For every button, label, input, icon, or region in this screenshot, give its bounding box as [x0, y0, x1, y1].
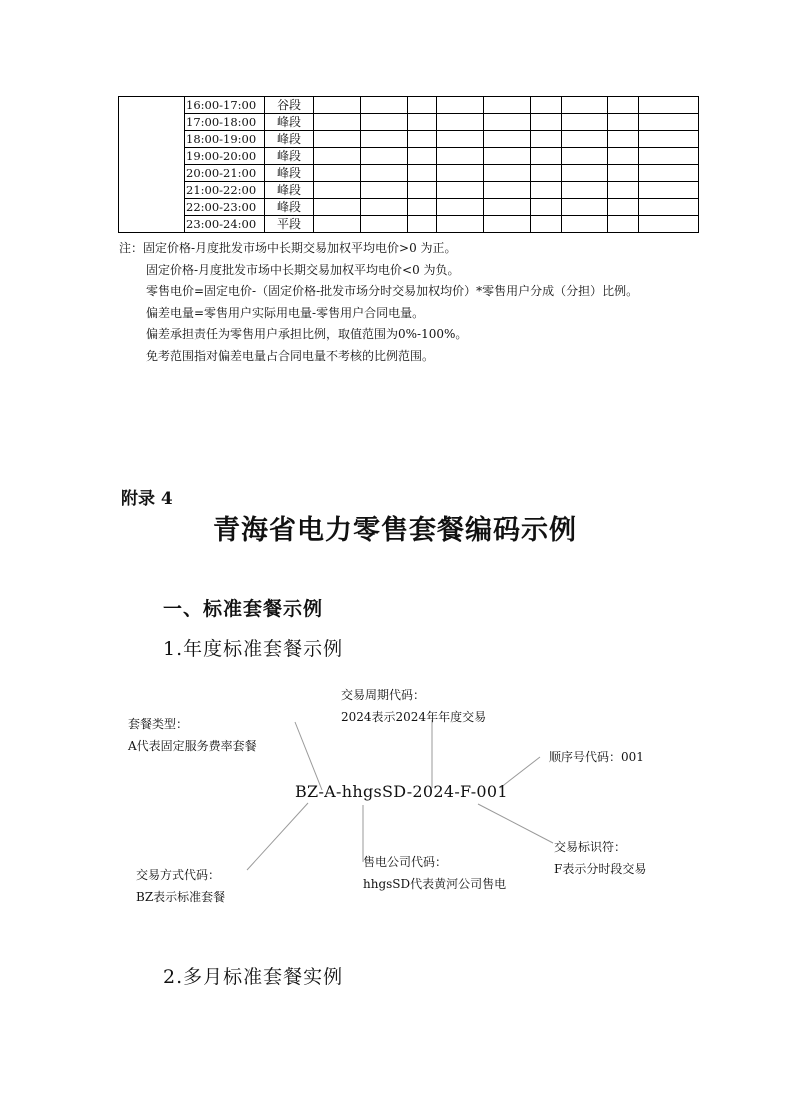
section-heading: 一、标准套餐示例 [163, 598, 324, 620]
time-range-cell: 18:00-19:00 [185, 131, 265, 148]
connector-package-type [295, 722, 322, 790]
label-title: 交易周期代码： [341, 688, 426, 702]
time-range-cell: 17:00-18:00 [185, 114, 265, 131]
label-title: 交易方式代码： [136, 868, 221, 882]
document-title: 青海省电力零售套餐编码示例 [213, 515, 577, 546]
note-line: 偏差电量=零售用户实际用电量-零售用户合同电量。 [146, 305, 425, 320]
period-type-cell: 峰段 [265, 148, 314, 165]
label-title: 顺序号代码：001 [549, 750, 644, 764]
time-range-cell: 23:00-24:00 [185, 216, 265, 233]
label-desc: hhgsSD代表黄河公司售电 [363, 877, 507, 891]
label-title: 套餐类型： [128, 717, 189, 731]
period-type-cell: 谷段 [265, 97, 314, 114]
period-type-cell: 峰段 [265, 131, 314, 148]
time-range-cell: 21:00-22:00 [185, 182, 265, 199]
period-type-cell: 峰段 [265, 199, 314, 216]
sub-heading-annual: 1.年度标准套餐示例 [163, 638, 344, 660]
connector-trade-flag [478, 804, 553, 843]
label-seller-code [363, 851, 506, 895]
period-type-cell: 峰段 [265, 165, 314, 182]
note-line: 零售电价=固定电价-（固定价格-批发市场分时交易加权均价）*零售用户分成（分担）比例。 [146, 284, 639, 298]
note-line: 固定价格-月度批发市场中长期交易加权平均电价<0 为负。 [146, 262, 460, 277]
label-desc: F表示分时段交易 [554, 862, 647, 876]
time-range-cell: 16:00-17:00 [185, 97, 265, 114]
label-period-code [341, 684, 486, 728]
period-type-cell: 平段 [265, 216, 314, 233]
label-title: 交易标识符： [554, 840, 627, 854]
label-trade-flag [554, 836, 646, 880]
time-range-cell: 22:00-23:00 [185, 199, 265, 216]
note-line: 免考范围指对偏差电量占合同电量不考核的比例范围。 [146, 348, 435, 363]
label-package-type [128, 713, 257, 757]
package-code: BZ-A-hhgsSD-2024-F-001 [295, 782, 508, 801]
label-desc: A代表固定服务费率套餐 [128, 739, 257, 753]
label-trade-mode [136, 864, 225, 908]
label-desc: 2024表示2024年年度交易 [341, 710, 487, 724]
period-type-cell: 峰段 [265, 182, 314, 199]
note-line: 偏差承担责任为零售用户承担比例，取值范围为0%-100%。 [146, 327, 468, 341]
connector-trade-mode [247, 803, 308, 870]
time-range-cell: 20:00-21:00 [185, 165, 265, 182]
label-desc: BZ表示标准套餐 [136, 890, 226, 904]
label-sequence-code [549, 746, 644, 768]
period-type-cell: 峰段 [265, 114, 314, 131]
sub-heading-multi-month: 2.多月标准套餐实例 [163, 966, 344, 988]
appendix-label: 附录 4 [121, 489, 173, 509]
note-line: 注：固定价格-月度批发市场中长期交易加权平均电价>0 为正。 [119, 241, 457, 255]
label-title: 售电公司代码： [363, 855, 448, 869]
time-range-cell: 19:00-20:00 [185, 148, 265, 165]
